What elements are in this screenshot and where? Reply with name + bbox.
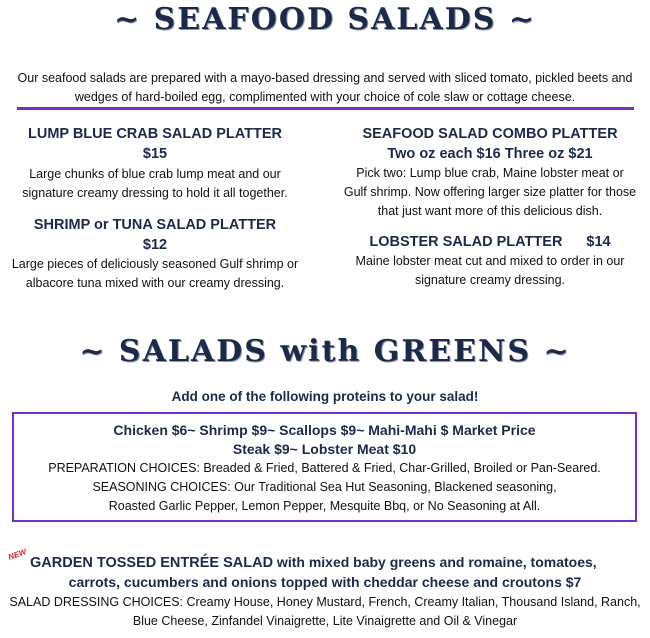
item-price: $14 — [586, 234, 611, 250]
garden-salad — [30, 552, 650, 573]
item-desc: albacore tuna mixed with our creamy dressing. — [25, 276, 285, 290]
dressing-choices: Blue Cheese, Zinfandel Vinaigrette, Lite Vinaigrette and Oil & Vinegar — [132, 614, 518, 628]
item-name: SHRIMP or TUNA SALAD PLATTER — [33, 217, 277, 233]
item-desc: Large chunks of blue crab lump meat and our — [29, 167, 281, 181]
item-desc: Gulf shrimp. Now offering larger size platter for those — [343, 185, 637, 199]
protein-line: Steak $9~ Lobster Meat $10 — [232, 441, 417, 457]
item-desc: carrots, cucumbers and onions topped with cheddar cheese and croutons $7 — [68, 574, 582, 590]
greens-title: ~ SALADS with GREENS ~ — [79, 334, 571, 369]
item-desc: Large pieces of deliciously seasoned Gulf shrimp or — [11, 257, 299, 271]
item-price: Two oz each $16 Three oz $21 — [387, 146, 593, 162]
item-desc: with mixed baby greens and romaine, tomatoes, — [273, 554, 597, 570]
divider — [17, 107, 634, 110]
item-price: $12 — [142, 237, 168, 253]
combo-item — [340, 124, 640, 221]
seasoning-choices: Roasted Garlic Pepper, Lemon Pepper, Mesquite Bbq, or No Seasoning at All. — [108, 499, 541, 513]
item-desc: Maine lobster meat cut and mixed to order in our — [355, 254, 625, 268]
lobster-item — [340, 232, 640, 290]
protein-line: Chicken $6~ Shrimp $9~ Scallops $9~ Mahi-Mahi $ Market Price — [113, 422, 536, 438]
seafood-salads-title: ~ SEAFOOD SALADS ~ — [114, 2, 536, 37]
item-desc: signature creamy dressing. — [414, 273, 566, 287]
item-desc: that just want more of this delicious dish. — [377, 204, 603, 218]
add-protein-note: Add one of the following proteins to your salad! — [171, 389, 479, 404]
dressing-choices: SALAD DRESSING CHOICES: Creamy House, Honey Mustard, French, Creamy Italian, Thousand Island, Ranch, — [9, 595, 641, 609]
seasoning-choices: SEASONING CHOICES: Our Traditional Sea Hut Seasoning, Blackened seasoning, — [92, 480, 557, 494]
item-price: $15 — [142, 146, 168, 162]
intro-line: Our seafood salads are prepared with a mayo-based dressing and served with sliced tomato, pickled beets and — [17, 71, 633, 85]
seafood-intro — [0, 69, 650, 107]
item-desc: signature creamy dressing to hold it all together. — [22, 186, 288, 200]
preparation-choices: PREPARATION CHOICES: Breaded & Fried, Battered & Fried, Char-Grilled, Broiled or Pan-Seared. — [48, 461, 601, 475]
item-name: LUMP BLUE CRAB SALAD PLATTER — [27, 126, 282, 142]
intro-line: wedges of hard-boiled egg, complimented with your choice of cole slaw or cottage cheese. — [74, 90, 576, 104]
shrimp-item — [5, 215, 305, 293]
item-name: LOBSTER SALAD PLATTER — [369, 234, 563, 250]
protein-box — [12, 412, 637, 522]
item-name: SEAFOOD SALAD COMBO PLATTER — [362, 126, 618, 142]
crab-item — [5, 124, 305, 203]
new-badge: NEW — [7, 547, 28, 562]
item-desc: Pick two: Lump blue crab, Maine lobster meat or — [356, 166, 624, 180]
item-name: GARDEN TOSSED ENTRÉE SALAD — [30, 555, 274, 571]
